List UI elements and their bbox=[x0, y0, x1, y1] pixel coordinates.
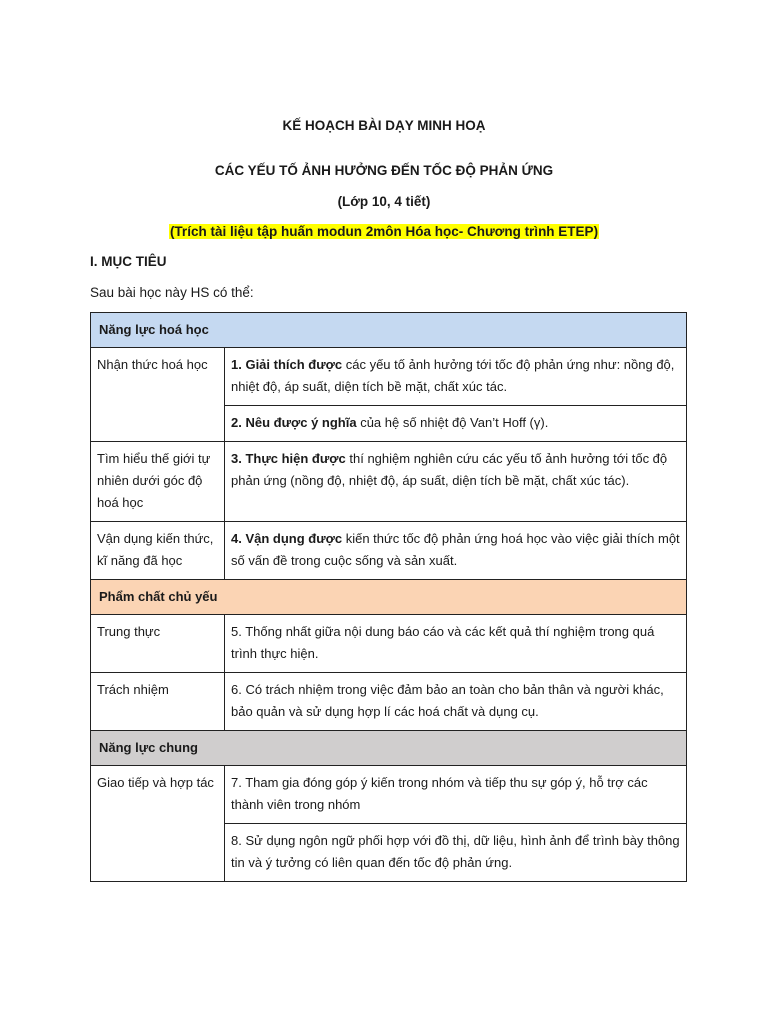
objective-cell: 1. Giải thích được các yếu tố ảnh hưởng tới tốc độ phản ứng như: nồng độ, nhiệt độ, áp suất, diện tích bề mặt, chất xúc tác. bbox=[225, 348, 687, 406]
objective-cell: 8. Sử dụng ngôn ngữ phối hợp với đồ thị, dữ liệu, hình ảnh để trình bày thông tin và ý tưởng có liên quan đến tốc độ phản ứng. bbox=[225, 824, 687, 882]
lesson-topic: CÁC YẾU TỐ ẢNH HƯỞNG ĐẾN TỐC ĐỘ PHẢN ỨNG bbox=[214, 163, 554, 178]
lesson-grade: (Lớp 10, 4 tiết) bbox=[337, 194, 431, 209]
section-intro: Sau bài học này HS có thể: bbox=[90, 285, 254, 300]
table-row bbox=[91, 673, 687, 731]
group-header-row bbox=[91, 580, 687, 615]
row-label: Nhận thức hoá học bbox=[91, 348, 225, 442]
group-header-chemistry: Năng lực hoá học bbox=[91, 313, 687, 348]
table-row bbox=[91, 348, 687, 406]
table-row bbox=[91, 442, 687, 522]
objective-cell: 6. Có trách nhiệm trong việc đảm bảo an toàn cho bản thân và người khác, bảo quản và sử dụng hợp lí các hoá chất và dụng cụ. bbox=[225, 673, 687, 731]
source-note-text: (Trích tài liệu tập huấn modun 2môn Hóa học- Chương trình ETEP) bbox=[169, 224, 599, 239]
objective-cell: 3. Thực hiện được thí nghiệm nghiên cứu các yếu tố ảnh hưởng tới tốc độ phản ứng (nồng độ, nhiệt độ, áp suất, diện tích bề mặt, chất xúc tác). bbox=[225, 442, 687, 522]
table-row bbox=[91, 615, 687, 673]
row-label: Vận dụng kiến thức, kĩ năng đã học bbox=[91, 522, 225, 580]
document-title: KẾ HOẠCH BÀI DẠY MINH HOẠ bbox=[282, 118, 486, 133]
table-row bbox=[91, 766, 687, 824]
section-heading: I. MỤC TIÊU bbox=[90, 254, 167, 269]
row-label: Trung thực bbox=[91, 615, 225, 673]
objectives-table bbox=[90, 312, 687, 882]
group-header-row bbox=[91, 731, 687, 766]
source-note bbox=[0, 224, 768, 239]
objective-cell: 5. Thống nhất giữa nội dung báo cáo và các kết quả thí nghiệm trong quá trình thực hiện. bbox=[225, 615, 687, 673]
objective-cell: 7. Tham gia đóng góp ý kiến trong nhóm và tiếp thu sự góp ý, hỗ trợ các thành viên trong nhóm bbox=[225, 766, 687, 824]
row-label: Tìm hiểu thế giới tự nhiên dưới góc độ hoá học bbox=[91, 442, 225, 522]
group-header-general: Năng lực chung bbox=[91, 731, 687, 766]
table-row bbox=[91, 522, 687, 580]
row-label: Giao tiếp và hợp tác bbox=[91, 766, 225, 882]
group-header-qualities: Phẩm chất chủ yếu bbox=[91, 580, 687, 615]
objective-cell: 2. Nêu được ý nghĩa của hệ số nhiệt độ Van’t Hoff (γ). bbox=[225, 406, 687, 442]
group-header-row bbox=[91, 313, 687, 348]
row-label: Trách nhiệm bbox=[91, 673, 225, 731]
objective-cell: 4. Vận dụng được kiến thức tốc độ phản ứng hoá học vào việc giải thích một số vấn đề trong cuộc sống và sản xuất. bbox=[225, 522, 687, 580]
